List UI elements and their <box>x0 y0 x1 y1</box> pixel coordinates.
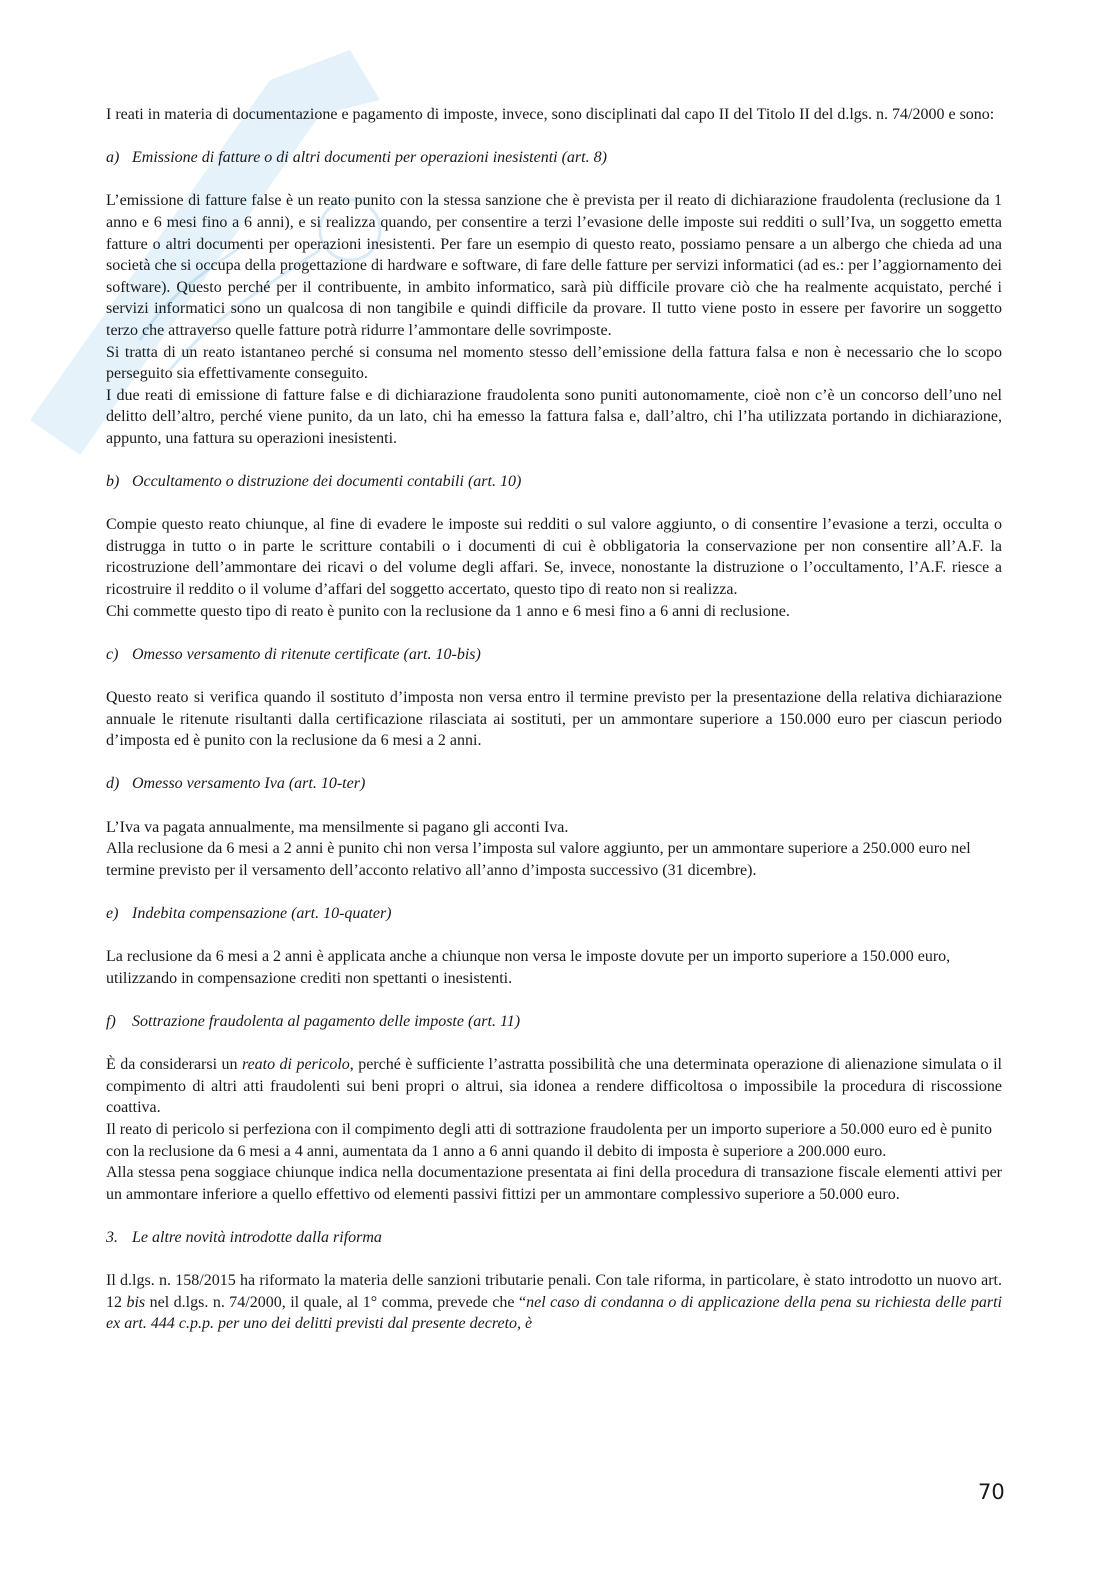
paragraph: Chi commette questo tipo di reato è punito con la reclusione da 1 anno e 6 mesi fino a 6 anni di reclusione. <box>106 602 790 620</box>
paragraph: È da considerarsi un reato di pericolo, perché è sufficiente l’astratta possibilità che una determinata operazione di alienazione simulata o il compimento di altri atti fraudolenti sui beni propri o altrui, sia idonea a rendere difficoltosa o impossibile la procedura di riscossione coattiva. <box>106 1056 1002 1117</box>
section-heading: e) Indebita compensazione (art. 10-quater) <box>106 904 392 922</box>
section-heading: c) Omesso versamento di ritenute certificate (art. 10-bis) <box>106 645 481 663</box>
paragraph: Alla stessa pena soggiace chiunque indica nella documentazione presentata ai fini della procedura di transazione fiscale elementi attivi per un ammontare inferiore a quello effettivo od elementi passivi fittizi per un ammontare complessivo superiore a 50.000 euro. <box>106 1164 1002 1203</box>
paragraph: Alla reclusione da 6 mesi a 2 anni è punito chi non versa l’imposta sul valore aggiunto, per un ammontare superiore a 250.000 euro nel termine previsto per il versamento dell’acconto relativo all’anno d’imposta successivo (31 dicembre). <box>106 840 971 879</box>
section-b <box>106 471 1002 622</box>
paragraph: Si tratta di un reato istantaneo perché si consuma nel momento stesso dell’emissione della fattura falsa e non è necessario che lo scopo perseguito sia effettivamente conseguito. <box>106 343 1002 383</box>
paragraph: L’emissione di fatture false è un reato punito con la stessa sanzione che è prevista per il reato di dichiarazione fraudolenta (reclusione da 1 anno e 6 mesi fino a 6 anni), e si realizza quando, per consentire a terzi l’evasione delle imposte sui redditi o sull’Iva, un soggetto emetta fatture o altri documenti per operazioni inesistenti. Per fare un esempio di questo reato, possiamo pensare a un albergo che chieda ad una società che si occupa della progettazione di hardware e software, di fare delle fatture per servizi informatici (ad es.: per l’aggiornamento dei software). Questo perché per il contribuente, in ambito informatico, sarà più difficile provare ciò che ha realmente acquistato, perché i servizi informatici sono un qualcosa di non tangibile e quindi difficile da provare. Il tutto viene posto in essere per favorire un soggetto terzo che attraverso quelle fatture potrà ridurre l’ammontare delle sovrimposte. <box>106 192 1002 339</box>
paragraph: Compie questo reato chiunque, al fine di evadere le imposte sui redditi o sul valore aggiunto, o di consentire l’evasione a terzi, occulta o distrugga in tutto o in parte le scritture contabili o i documenti di cui è obbligatoria la conservazione per non consentire all’A.F. la ricostruzione dell’ammontare dei ricavi o del volume degli affari. Se, invece, nonostante la distruzione o l’occultamento, l’A.F. riesce a ricostruire il reddito o il volume d’affari del soggetto accertato, questo tipo di reato non si realizza. <box>106 516 1002 599</box>
paragraph: Questo reato si verifica quando il sostituto d’imposta non versa entro il termine previsto per la presentazione della relativa dichiarazione annuale le ritenute risultanti dalla certificazione rilasciata ai sostituti, per un ammontare superiore a 150.000 euro per ciascun periodo d’imposta ed è punito con la reclusione da 6 mesi a 2 anni. <box>106 689 1002 750</box>
paragraph: Il reato di pericolo si perfeziona con il compimento degli atti di sottrazione fraudolenta per un importo superiore a 50.000 euro ed è punito con la reclusione da 6 mesi a 4 anni, aumentata da 1 anno a 6 anni quando il debito di imposta è superiore a 200.000 euro. <box>106 1120 992 1160</box>
paragraph: I due reati di emissione di fatture false e di dichiarazione fraudolenta sono puniti autonomamente, cioè non c’è un concorso dell’uno nel delitto dell’altro, perché viene punito, da un lato, chi ha emesso la fattura falsa e, dall’altro, chi l’ha utilizzata portando in dichiarazione, appunto, una fattura su operazioni inesistenti. <box>106 386 1002 447</box>
document-body <box>106 104 1002 1335</box>
paragraph: L’Iva va pagata annualmente, ma mensilmente si pagano gli acconti Iva. <box>106 818 569 836</box>
paragraph: La reclusione da 6 mesi a 2 anni è applicata anche a chiunque non versa le imposte dovute per un importo superiore a 150.000 euro, utilizzando in compensazione crediti non spettanti o inesistenti. <box>106 948 951 987</box>
section-e <box>106 903 1002 989</box>
section-a <box>106 147 1002 449</box>
page-number: 70 <box>978 1480 1005 1504</box>
section-3 <box>106 1227 1002 1335</box>
section-d <box>106 773 1002 881</box>
section-heading: b) Occultamento o distruzione dei documenti contabili (art. 10) <box>106 473 522 491</box>
intro-paragraph: I reati in materia di documentazione e pagamento di imposte, invece, sono disciplinati dal capo II del Titolo II del d.lgs. n. 74/2000 e sono: <box>106 106 995 123</box>
section-heading: f) Sottrazione fraudolenta al pagamento delle imposte (art. 11) <box>106 1012 521 1030</box>
section-heading: d) Omesso versamento Iva (art. 10-ter) <box>106 775 366 793</box>
section-f <box>106 1011 1002 1205</box>
section-heading: a) Emissione di fatture o di altri documenti per operazioni inesistenti (art. 8) <box>106 149 607 167</box>
section-heading: 3. Le altre novità introdotte dalla riforma <box>106 1228 382 1246</box>
section-c <box>106 644 1002 752</box>
paragraph: Il d.lgs. n. 158/2015 ha riformato la materia delle sanzioni tributarie penali. Con tale riforma, in particolare, è stato introdotto un nuovo art. 12 bis nel d.lgs. n. 74/2000, il quale, al 1° comma, prevede che “nel caso di condanna o di applicazione della pena su richiesta delle parti ex art. 444 c.p.p. per uno dei delitti previsti dal presente decreto, è <box>106 1272 1003 1333</box>
